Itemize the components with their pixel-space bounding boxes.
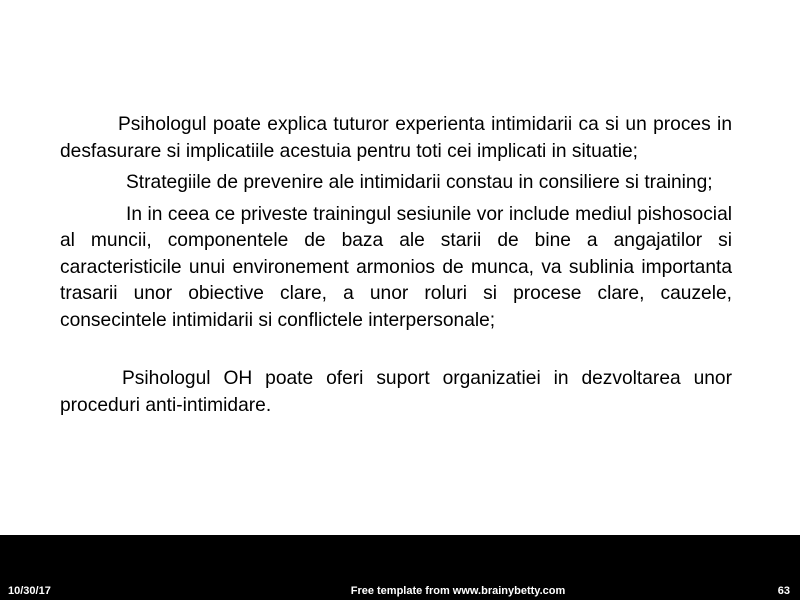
paragraph-psiholog-role: Psihologul poate explica tuturor experienta intimidarii ca si un proces in desfasurare si implicatiile acestuia pentru toti cei implicati in situatie;: [60, 114, 732, 162]
footer-date: 10/30/17: [8, 585, 51, 597]
paragraph-prevention-strategies: Strategiile de prevenire ale intimidarii constau in consiliere si training;: [126, 172, 713, 193]
slide-footer: [0, 535, 800, 600]
footer-page-number: 63: [777, 585, 790, 597]
paragraph-organization-support: Psihologul OH poate oferi suport organizatiei in dezvoltarea unor proceduri anti-intimidare.: [60, 368, 732, 416]
paragraph-training-sessions: In in ceea ce priveste trainingul sesiunile vor include mediul pishosocial al muncii, componentele de baza ale starii de bine a angajatilor si caracteristicile unui environement armonios de munca, va sublinia importanta trasarii unor obiective clare, a unor roluri si procese clare, cauzele, consecintele intimidarii si conflictele interpersonale;: [60, 203, 732, 331]
slide-text-content: [60, 112, 732, 419]
footer-template-credit: Free template from www.brainybetty.com: [350, 585, 566, 597]
